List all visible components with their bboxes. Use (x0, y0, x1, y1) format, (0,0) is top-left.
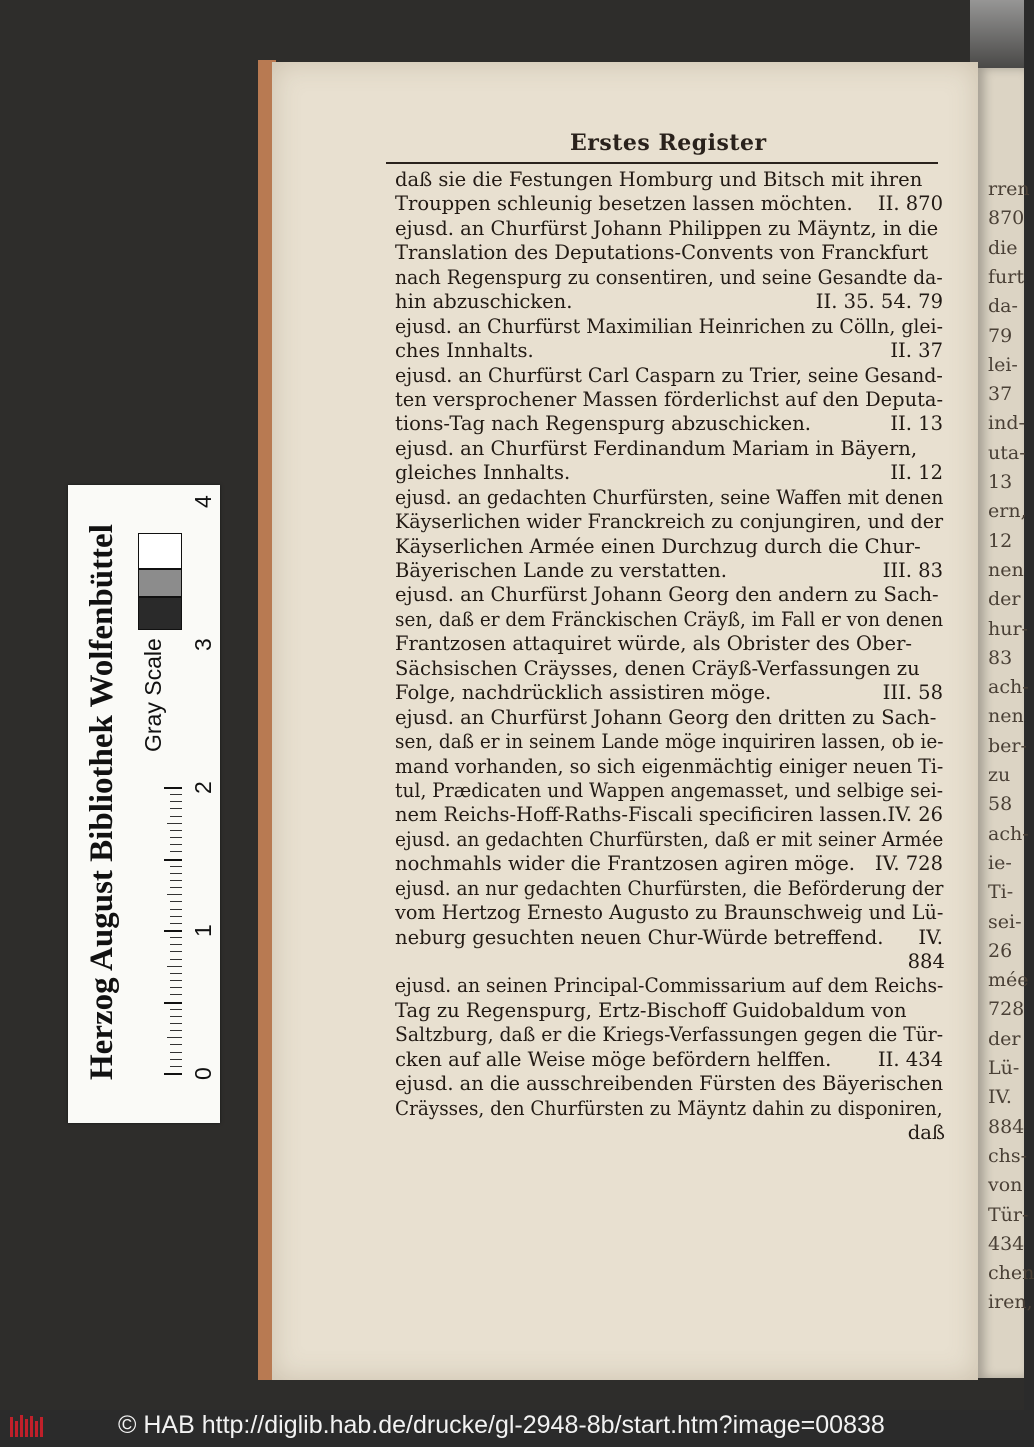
register-line: ejusd. an Churfürst Johann Georg den dritten zu Sach- (395, 705, 937, 729)
register-line: ejusd. an gedachten Churfürsten, seine Waffen mit denen (395, 485, 944, 509)
scale-tick (170, 987, 182, 988)
next-page-fragment: chs- (988, 1144, 1028, 1167)
page-reference: III. 83 (882, 559, 943, 582)
next-page-fragment: mée (988, 969, 1029, 992)
scale-tick (170, 837, 182, 838)
next-page-fragment: 83 (988, 646, 1013, 669)
next-page-fragment: 26 (988, 939, 1013, 962)
scale-tick (170, 1016, 182, 1017)
line-text: tions-Tag nach Regenspurg abzuschicken. (395, 412, 811, 436)
register-line (395, 192, 943, 216)
next-page-fragment: da- (988, 295, 1018, 318)
register-line: nach Regenspurg zu consentiren, und seine Gesandte da- (395, 265, 943, 289)
register-line: ten versprochener Massen förderlichst auf den Deputa- (395, 387, 944, 411)
next-page-fragment: 884 (988, 1115, 1025, 1138)
next-page-fragment: 58 (988, 793, 1013, 816)
register-line: vom Hertzog Ernesto Augusto zu Braunschweig und Lü- (395, 901, 944, 925)
next-page-fragment: iren, (988, 1291, 1033, 1314)
line-text: Folge, nachdrücklich assistiren möge. (395, 681, 772, 705)
scale-tick (170, 801, 182, 802)
page-reference: IV. 728 (874, 852, 943, 876)
next-page-fragment: ach- (988, 822, 1029, 845)
next-page-fragment: 37 (988, 383, 1013, 406)
scale-tick (170, 959, 182, 960)
scale-tick (170, 1009, 182, 1010)
scale-tick (170, 944, 182, 945)
gray-swatch-mid (138, 569, 182, 597)
register-line (395, 926, 943, 950)
page-reference: III. 58 (882, 681, 943, 705)
next-page-fragment: 79 (988, 324, 1013, 347)
register-line: mand vorhanden, so sich eigenmächtig einiger neuen Ti- (395, 754, 944, 778)
next-page-fragment: nen (988, 705, 1024, 728)
line-text: cken auf alle Weise möge befördern helffen. (395, 1047, 832, 1071)
scale-tick (170, 794, 182, 795)
scale-tick (170, 973, 182, 974)
register-line: Translation des Deputations-Convents von Franckfurt (395, 241, 929, 265)
register-line: ejusd. an Churfürst Ferdinandum Mariam in Bäyern, (395, 436, 918, 460)
line-text: Bäyerischen Lande zu verstatten. (395, 559, 727, 582)
next-page-fragment: Tür- (988, 1203, 1029, 1226)
register-line: tul, Prædicaten und Wappen angemasset, und selbige sei- (395, 778, 943, 802)
next-page-fragment: IV. (988, 1086, 1012, 1109)
next-page-fragment: die (988, 236, 1018, 259)
next-page-fragment: der (988, 1027, 1021, 1050)
next-page-fragment: ern, (988, 500, 1027, 523)
scale-tick (164, 787, 182, 789)
register-line (395, 803, 943, 827)
register-line (395, 339, 943, 363)
page-reference: II. 35. 54. 79 (815, 290, 943, 314)
plastic-sleeve (970, 0, 1024, 74)
scale-tick (170, 909, 182, 910)
footer-copyright-url[interactable]: © HAB http://diglib.hab.de/drucke/gl-2948-8b/start.htm?image=00838 (118, 1411, 885, 1439)
register-line (395, 1048, 943, 1072)
scale-tick (164, 1002, 182, 1004)
scale-tick (170, 873, 182, 874)
next-page-fragment: Lü- (988, 1057, 1020, 1079)
scale-tick (170, 830, 182, 831)
scale-tick (164, 1073, 182, 1075)
page-reference: II. 37 (890, 339, 943, 363)
register-line: Tag zu Regenspurg, Ertz-Bischoff Guidobaldum von (395, 998, 907, 1022)
next-page-fragment: Ti- (988, 881, 1014, 904)
scale-number: 4 (190, 495, 216, 508)
register-line: Käyserlichen Armée einen Durchzug durch die Chur- (395, 534, 921, 558)
next-page-fragment: ie- (988, 851, 1012, 874)
line-text: ches Innhalts. (395, 339, 534, 363)
scale-tick (164, 859, 182, 861)
next-page-fragment: 12 (988, 529, 1013, 552)
scale-tick (170, 1044, 182, 1045)
register-line: daß sie die Festungen Homburg und Bitsch mit ihren (395, 168, 923, 191)
line-text: neburg gesuchten neuen Chur-Würde betreffend. (395, 925, 884, 949)
scale-title: Herzog August Bibliothek Wolfenbüttel (84, 524, 120, 1080)
scale-tick (170, 937, 182, 938)
register-line (395, 412, 943, 436)
scale-tick (170, 880, 182, 881)
register-line: ejusd. an Churfürst Carl Casparn zu Trier, seine Gesand- (395, 363, 943, 387)
register-line (395, 290, 943, 314)
scale-tick (170, 923, 182, 924)
gray-swatch-dark (138, 597, 182, 630)
gray-scale-label: Gray Scale (140, 638, 166, 752)
scale-tick (170, 1030, 182, 1031)
next-page-fragment: hur- (988, 617, 1028, 640)
line-text: Trouppen schleunig besetzen lassen möchten. (395, 192, 853, 216)
scale-tick (170, 916, 182, 917)
scale-tick (170, 1023, 182, 1024)
register-line: ejusd. an Churfürst Johann Philippen zu Mäyntz, in die (395, 216, 939, 240)
next-page-fragment: von (988, 1174, 1023, 1197)
next-page-fragment: 13 (988, 471, 1013, 493)
next-page-fragment: zu (988, 764, 1011, 786)
scale-tick (170, 994, 182, 995)
register-line: Frantzosen attaquiret würde, als Obrister des Ober- (395, 632, 913, 656)
next-page-fragment: lei- (988, 353, 1018, 376)
register-line: sen, daß er dem Fränckischen Cräyß, im Fall er von denen (395, 607, 944, 631)
line-text: nochmahls wider die Frantzosen agiren möge. (395, 852, 855, 876)
page-reference: II. 13 (890, 412, 943, 436)
line-text: gleiches Innhalts. (395, 461, 571, 485)
scale-tick (164, 930, 182, 932)
register-line (395, 461, 943, 485)
register-line: Sächsischen Cräysses, denen Cräyß-Verfassungen zu (395, 656, 920, 680)
next-page-fragment: 434 (988, 1232, 1025, 1255)
register-line: Käyserlichen wider Franckreich zu conjungiren, und der (395, 510, 944, 534)
scale-tick (170, 887, 182, 888)
next-page-fragment: furt (988, 265, 1024, 288)
page-reference: 884 (907, 950, 945, 973)
scale-tick (170, 901, 182, 902)
next-page-fragment: chen (988, 1262, 1034, 1285)
scale-tick (170, 844, 182, 845)
next-page-fragment: rren (988, 178, 1030, 200)
scale-tick (170, 951, 182, 952)
scale-tick (170, 808, 182, 809)
page-reference: II. 434 (877, 1047, 943, 1071)
gray-swatch-white (138, 533, 182, 569)
register-line: Saltzburg, daß er die Kriegs-Verfassungen gegen die Tür- (395, 1023, 944, 1047)
register-text (395, 168, 945, 1146)
register-line: sen, daß er in seinem Lande möge inquiriren lassen, ob ie- (395, 730, 944, 754)
scale-tick (170, 866, 182, 867)
next-page-fragment: ind- (988, 412, 1025, 435)
page-reference: IV. (918, 925, 943, 949)
next-page-fragment: 870 (988, 207, 1025, 230)
scale-number: 0 (190, 1067, 216, 1080)
page-reference: daß (907, 1121, 945, 1145)
next-page-fragment: ber- (988, 734, 1027, 757)
register-line: ejusd. an gedachten Churfürsten, daß er mit seiner Armée (395, 827, 944, 851)
scale-tick (170, 851, 182, 852)
hab-logo-icon (8, 1413, 48, 1441)
line-text: nem Reichs-Hoff-Raths-Fiscali specificiren lassen. (395, 803, 888, 827)
register-line (395, 681, 943, 705)
scale-tick (167, 823, 182, 824)
next-page-fragment: 728 (988, 998, 1025, 1021)
register-line: ejusd. an die ausschreibenden Fürsten des Bäyerischen (395, 1072, 944, 1096)
header-rule (386, 162, 938, 164)
scale-tick (167, 1037, 182, 1038)
register-line: ejusd. an nur gedachten Churfürsten, die Beförderung der (395, 876, 944, 900)
scale-tick (170, 1066, 182, 1067)
scale-tick (170, 1052, 182, 1053)
line-text: hin abzuschicken. (395, 290, 573, 314)
next-page-fragment: uta- (988, 441, 1026, 464)
next-page-fragment: sei- (988, 910, 1022, 933)
scale-number: 1 (190, 924, 216, 937)
scale-tick (170, 980, 182, 981)
running-head: Erstes Register (570, 130, 767, 156)
next-page-fragment: ach- (988, 676, 1029, 699)
scale-tick (167, 894, 182, 895)
next-page-edge (978, 68, 1034, 1378)
register-line: ejusd. an Churfürst Maximilian Heinrichen zu Cölln, glei- (395, 314, 943, 338)
next-page-fragment: nen (988, 558, 1024, 581)
scale-number: 2 (190, 781, 216, 794)
next-page-fragment: der (988, 588, 1021, 611)
scale-tick (167, 966, 182, 967)
page-reference: IV. 26 (887, 803, 943, 827)
page-reference: II. 12 (890, 461, 943, 485)
register-line: ejusd. an seinen Principal-Commissarium auf dem Reichs- (395, 974, 944, 998)
page-reference: II. 870 (877, 192, 943, 216)
register-line: ejusd. an Churfürst Johann Georg den andern zu Sach- (395, 583, 939, 607)
scale-tick (170, 1059, 182, 1060)
register-line (395, 950, 945, 974)
register-line (395, 852, 943, 876)
register-line (395, 1121, 945, 1145)
register-line: Cräysses, den Churfürsten zu Mäyntz dahin zu disponiren, (395, 1096, 943, 1120)
scale-number: 3 (190, 638, 216, 651)
register-line (395, 559, 943, 583)
scale-tick (170, 816, 182, 817)
